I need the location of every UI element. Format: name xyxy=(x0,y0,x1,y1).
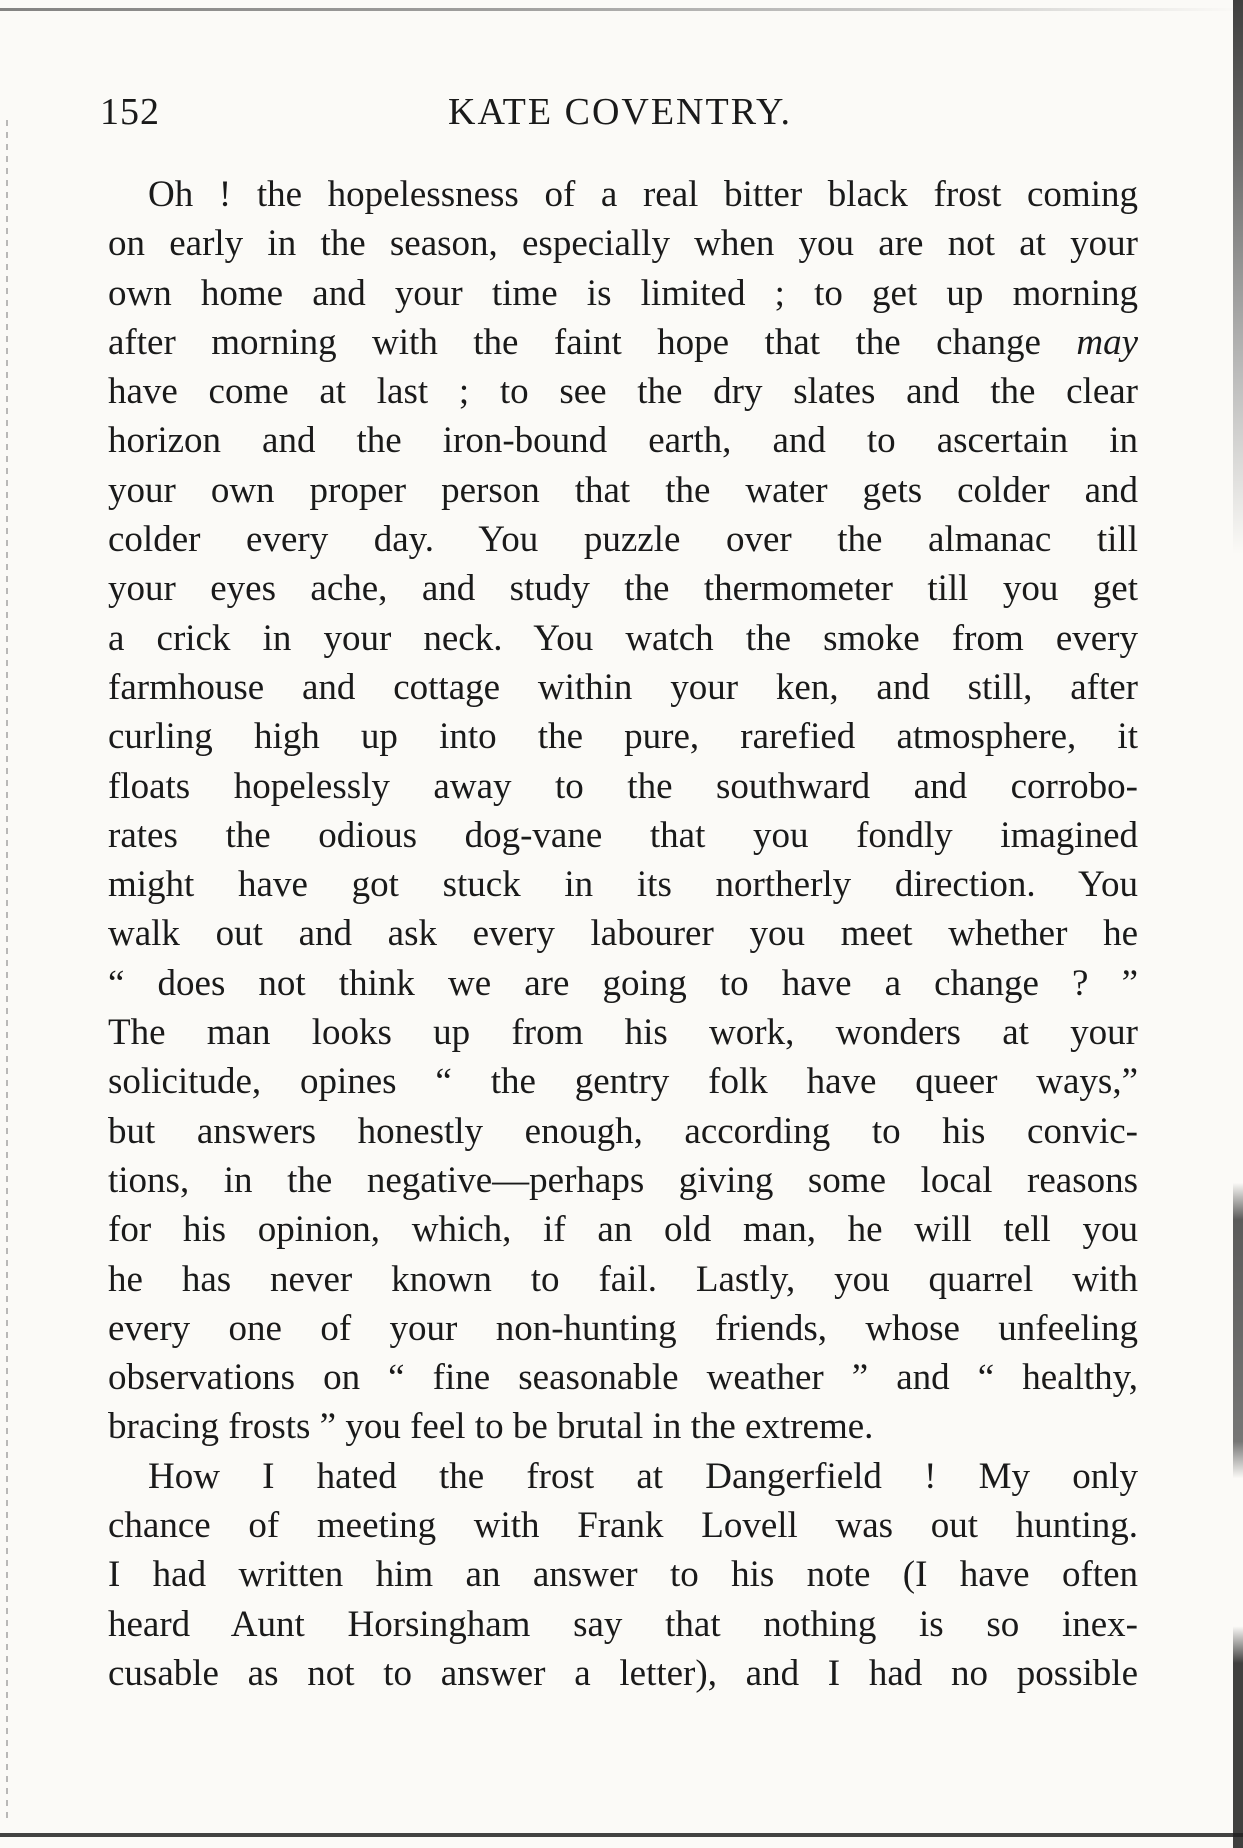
italic-word: may xyxy=(1076,321,1138,363)
text-line: floats hopelessly away to the southward and corrobo- xyxy=(108,765,1138,807)
text-line: a crick in your neck. You watch the smoke from every xyxy=(108,617,1138,659)
text-line: horizon and the iron-bound earth, and to ascertain in xyxy=(108,420,1138,462)
running-head: KATE COVENTRY. xyxy=(448,91,792,133)
text-line: rates the odious dog-vane that you fondly imagined xyxy=(108,814,1138,856)
scan-edge-top xyxy=(0,8,1243,11)
scan-edge-bottom xyxy=(0,1833,1243,1837)
text-line: own home and your time is limited ; to get up morning xyxy=(108,272,1138,314)
text-line: have come at last ; to see the dry slates and the clear xyxy=(108,371,1138,413)
text-line: for his opinion, which, if an old man, he will tell you xyxy=(108,1209,1138,1251)
text-line: might have got stuck in its northerly direction. You xyxy=(108,864,1138,906)
text-line: I had written him an answer to his note (I have often xyxy=(108,1554,1138,1596)
text-line: How I hated the frost at Dangerfield ! My only xyxy=(148,1455,1138,1497)
text-line: curling high up into the pure, rarefied atmosphere, it xyxy=(108,716,1138,758)
text-line: on early in the season, especially when you are not at your xyxy=(108,223,1138,265)
text-line: bracing frosts ” you feel to be brutal in the extreme. xyxy=(108,1406,874,1448)
text-line: observations on “ fine seasonable weather ” and “ healthy, xyxy=(108,1357,1138,1399)
text-segment: after morning with the faint hope that the change xyxy=(108,321,1041,363)
text-line: cusable as not to answer a letter), and I had no possible xyxy=(108,1652,1138,1694)
text-line: tions, in the negative—perhaps giving some local reasons xyxy=(108,1159,1138,1201)
body-text xyxy=(108,170,1138,1698)
text-line: your eyes ache, and study the thermometer till you get xyxy=(108,568,1138,610)
text-line: your own proper person that the water gets colder and xyxy=(108,469,1138,511)
text-line: colder every day. You puzzle over the almanac till xyxy=(108,519,1138,561)
scan-edge-right xyxy=(1233,0,1243,1848)
text-line: walk out and ask every labourer you meet whether he xyxy=(108,913,1138,955)
text-line xyxy=(108,318,1138,367)
text-line: chance of meeting with Frank Lovell was out hunting. xyxy=(108,1505,1138,1547)
text-line: but answers honestly enough, according to his convic- xyxy=(108,1110,1138,1152)
text-line: “ does not think we are going to have a change ? ” xyxy=(108,962,1138,1004)
text-line: he has never known to fail. Lastly, you quarrel with xyxy=(108,1258,1138,1300)
text-line: Oh ! the hopelessness of a real bitter black frost coming xyxy=(148,174,1138,215)
text-line: The man looks up from his work, wonders at your xyxy=(108,1012,1138,1054)
scan-edge-left xyxy=(6,120,8,1820)
page-number: 152 xyxy=(100,91,160,133)
text-line: heard Aunt Horsingham say that nothing is so inex- xyxy=(108,1603,1138,1645)
text-line: every one of your non-hunting friends, whose unfeeling xyxy=(108,1307,1138,1349)
text-line: solicitude, opines “ the gentry folk have queer ways,” xyxy=(108,1061,1138,1103)
text-line: farmhouse and cottage within your ken, and still, after xyxy=(108,666,1138,708)
page-header xyxy=(100,90,1140,140)
